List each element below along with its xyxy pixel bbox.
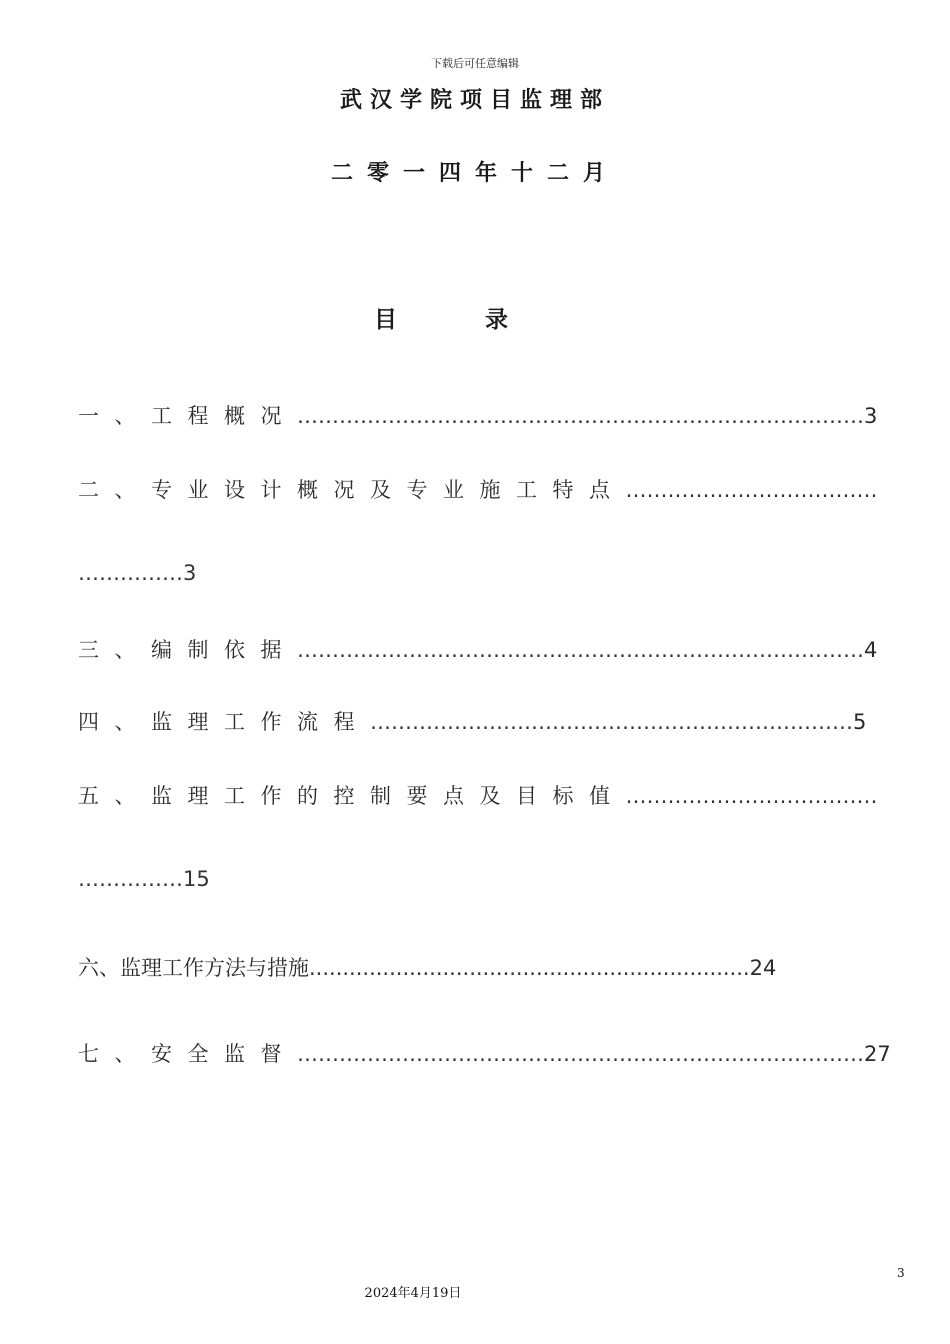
toc-entry-dots: ……………………………………………………………………… — [297, 404, 864, 428]
toc-entry-label: 一、工程概况 — [78, 404, 297, 428]
toc-entry-2[interactable] — [78, 474, 878, 504]
toc-entry-5[interactable] — [78, 780, 878, 810]
toc-entry-label: 三、编制依据 — [78, 638, 297, 662]
toc-entry-2-continuation[interactable] — [78, 561, 196, 585]
toc-entry-1[interactable] — [78, 400, 877, 430]
document-date-title: 二零一四年十二月 — [330, 161, 619, 186]
toc-entry-6[interactable] — [78, 952, 776, 982]
toc-entry-continuation: ……………15 — [78, 867, 210, 891]
header-note: 下载后可任意编辑 — [431, 57, 519, 70]
page-number: 3 — [897, 1266, 905, 1280]
toc-entry-label: 四、监理工作流程 — [78, 710, 370, 734]
toc-heading: 目录 — [374, 307, 596, 333]
toc-entry-dots: ……………………………… — [625, 784, 878, 808]
toc-entry-4[interactable] — [78, 706, 866, 736]
footer-date: 2024年4月19日 — [364, 1286, 462, 1301]
toc-entry-page: 5 — [853, 710, 867, 734]
toc-entry-7[interactable] — [78, 1038, 891, 1068]
toc-entry-label: 五、监理工作的控制要点及目标值 — [78, 784, 626, 808]
toc-entry-page: 24 — [749, 956, 777, 980]
toc-entry-3[interactable] — [78, 634, 877, 664]
toc-entry-dots: ……………………………… — [625, 478, 878, 502]
toc-entry-page: 4 — [864, 638, 878, 662]
toc-entry-dots: ……………………………………………………………………… — [297, 638, 864, 662]
toc-entry-label: 二、专业设计概况及专业施工特点 — [78, 478, 626, 502]
toc-entry-page: 27 — [864, 1042, 891, 1066]
toc-entry-label: 七、安全监督 — [78, 1042, 297, 1066]
toc-entry-page: 3 — [864, 404, 878, 428]
organization-title: 武汉学院项目监理部 — [339, 88, 610, 113]
toc-entry-dots: ……………………………………………………………………… — [297, 1042, 864, 1066]
toc-entry-dots: .................................................................. — [309, 956, 750, 980]
toc-entry-5-continuation[interactable] — [78, 867, 210, 891]
toc-entry-dots: …………………………………………………………… — [370, 710, 853, 734]
toc-entry-continuation: ……………3 — [78, 561, 197, 585]
toc-entry-label: 六、监理工作方法与措施 — [78, 956, 309, 980]
